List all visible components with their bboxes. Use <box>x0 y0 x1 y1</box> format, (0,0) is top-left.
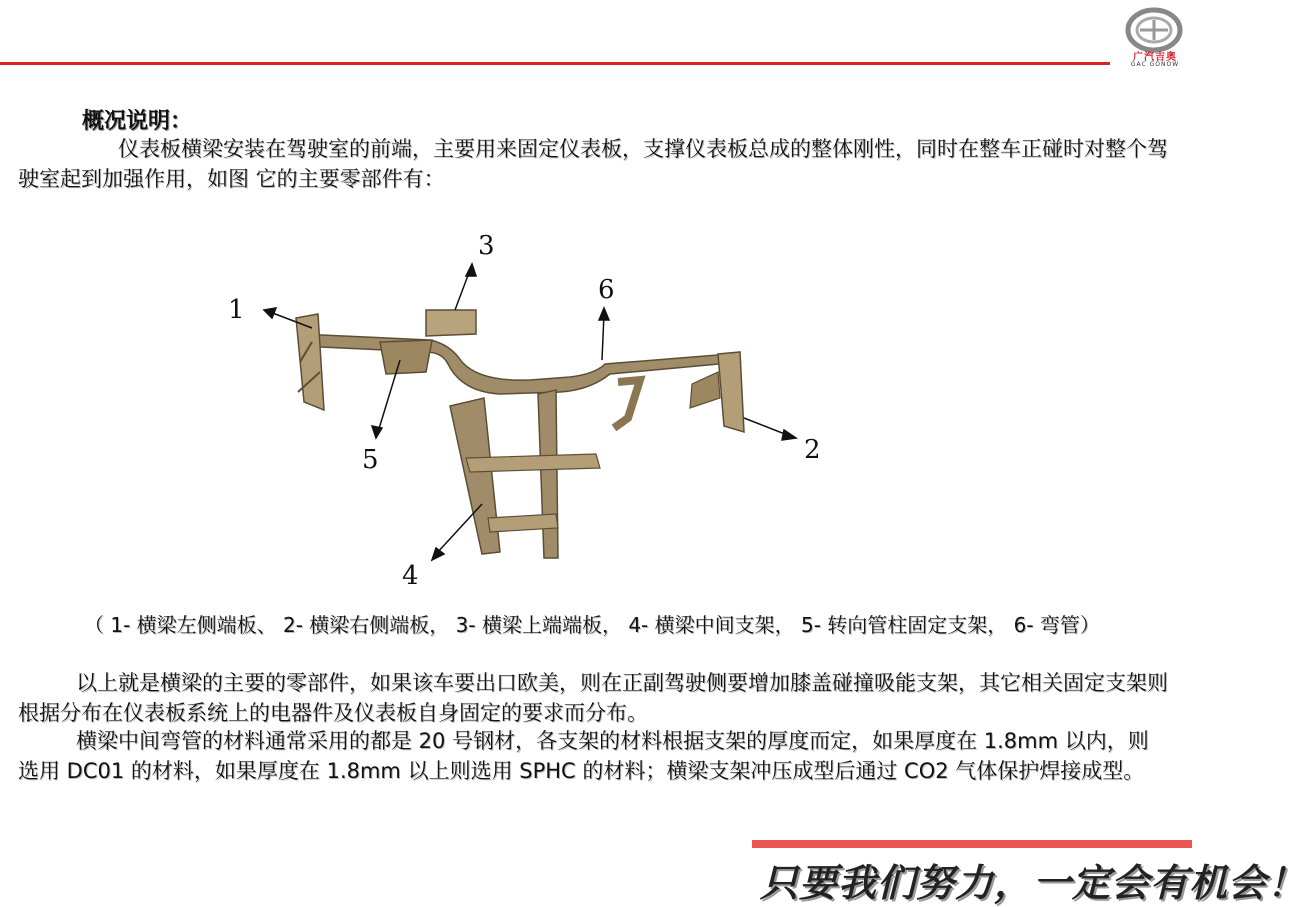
intro-paragraph <box>18 134 1168 194</box>
callout-1: 1 <box>228 295 245 325</box>
callout-6: 6 <box>598 275 615 305</box>
callout-3: 3 <box>478 231 495 261</box>
brand-name: 广汽吉奥 <box>1133 52 1177 63</box>
callout-4: 4 <box>402 561 419 591</box>
material-paragraph <box>18 726 1168 786</box>
header-divider <box>0 62 1110 65</box>
parts-text: 以上就是横梁的主要的零部件，如果该车要出口欧美，则在正副驾驶侧要增加膝盖碰撞吸能支架，其它相关固定支架则根据分布在仪表板系统上的电器件及仪表板自身固定的要求而分布。 <box>18 671 1168 725</box>
brand-subtitle: GAC GONOW <box>1130 61 1180 68</box>
crossbeam-figure <box>200 222 860 602</box>
section-heading: 概况说明： <box>82 109 193 134</box>
material-text: 横梁中间弯管的材料通常采用的都是 20 号钢材，各支架的材料根据支架的厚度而定，如果厚度在 1.8mm 以内，则选用 DC01 的材料，如果厚度在 1.8mm 以上则选用 SPHC 的材料；横梁支架冲压成型后通过 CO2 气体保护焊接成型。 <box>18 729 1149 783</box>
callout-5: 5 <box>362 445 379 475</box>
callout-2: 2 <box>804 435 821 465</box>
caption-text: （ 1- 横梁左侧端板、 2- 横梁右侧端板， 3- 横梁上端端板， 4- 横梁中间支架， 5- 转向管柱固定支架， 6- 弯管） <box>84 613 1100 637</box>
figure-caption <box>40 610 1150 640</box>
intro-text: 仪表板横梁安装在驾驶室的前端，主要用来固定仪表板，支撑仪表板总成的整体刚性，同时在整车正碰时对整个驾驶室起到加强作用，如图 它的主要零部件有： <box>18 137 1168 191</box>
parts-paragraph <box>18 668 1168 728</box>
footer-bar <box>752 840 1192 848</box>
footer-slogan: 只要我们努力，一定会有机会！ <box>760 860 1306 905</box>
